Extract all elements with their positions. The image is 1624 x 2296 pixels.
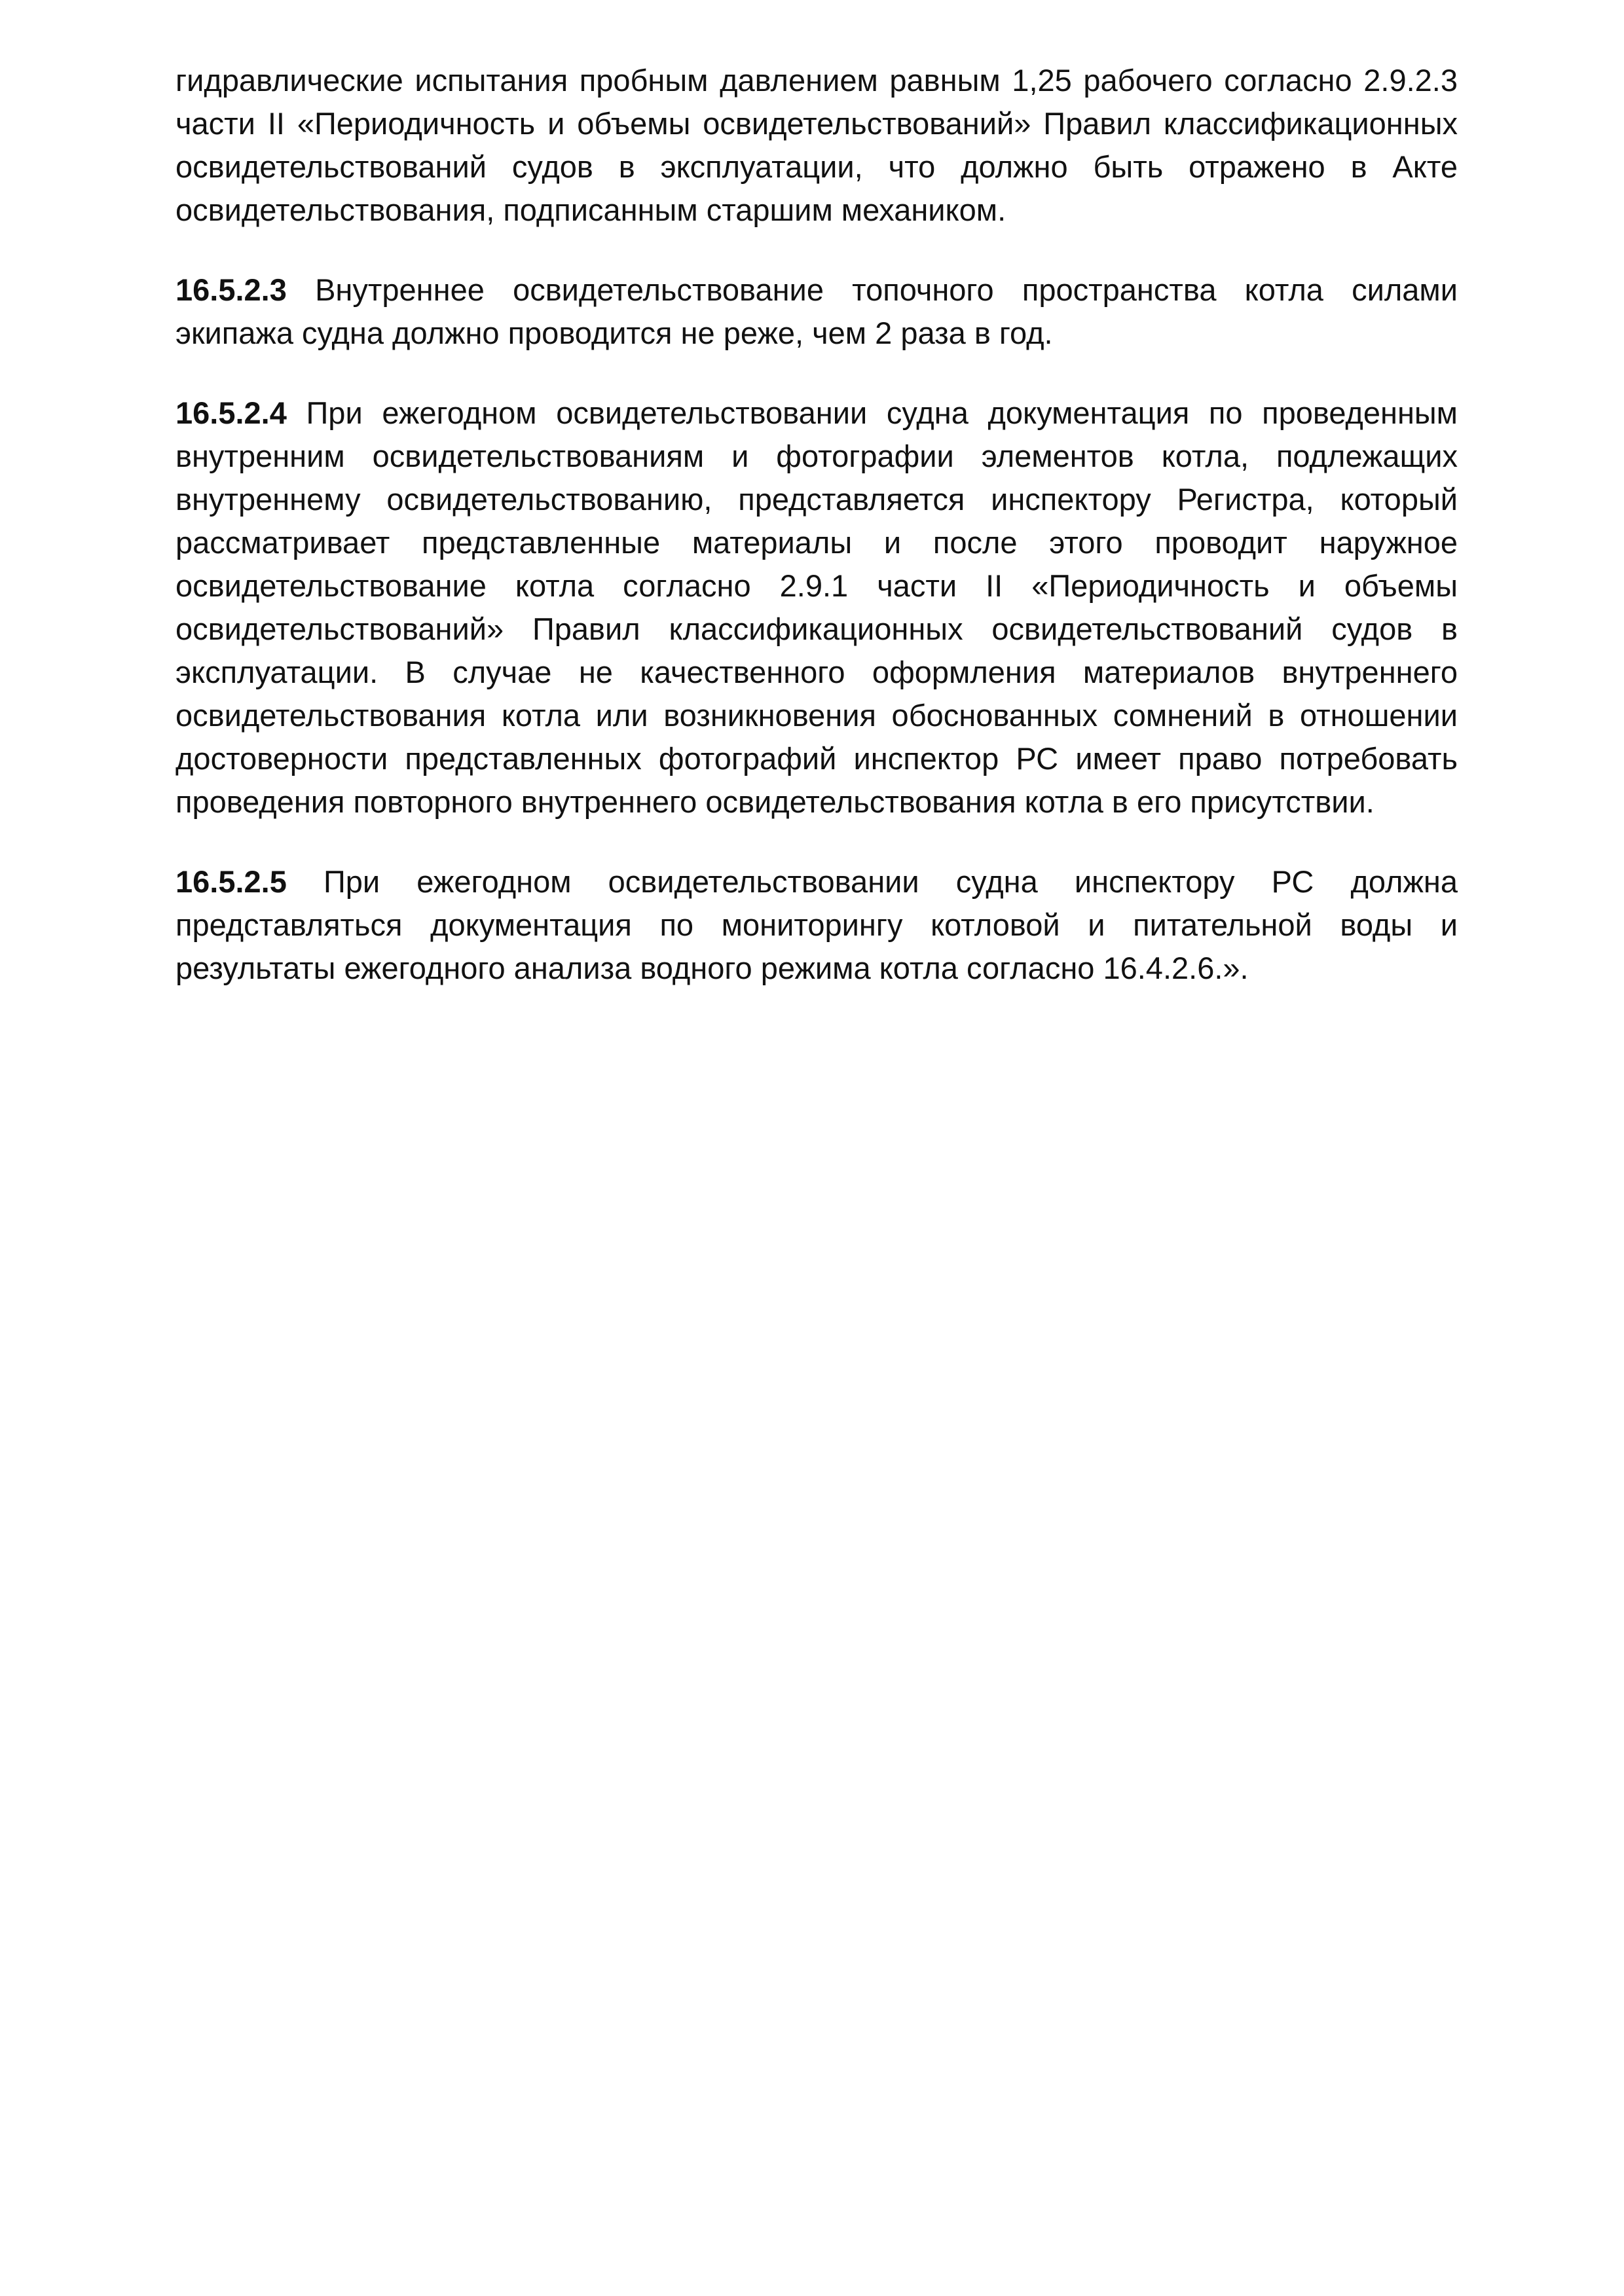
paragraph-text: При ежегодном освидетельствовании судна документация по проведенным внутренним освидетельствованиям и фотографии элементов котла, подлежащих внутреннему освидетельствованию, представляется инспектору Регистра, который рассматривает представленные материалы и после этого проводит наружное освидетельствование котла согласно 2.9.1 части II «Периодичность и объемы освидетельствований» Правил классификационных освидетельствований судов в эксплуатации. В случае не качественного оформления материалов внутреннего освидетельствования котла или возникновения обоснованных сомнений в отношении достоверности представленных фотографий инспектор РС имеет право потребовать проведения повторного внутреннего освидетельствования котла в его присутствии. (175, 395, 1458, 819)
paragraph-text: гидравлические испытания пробным давлением равным 1,25 рабочего согласно 2.9.2.3 части II «Периодичность и объемы освидетельствований» Правил классификационных освидетельствований судов в эксплуатации, что должно быть отражено в Акте освидетельствования, подписанным старшим механиком. (175, 63, 1458, 227)
paragraph-16-5-2-4 (175, 392, 1458, 824)
paragraph-continuation (175, 59, 1458, 232)
paragraph-number: 16.5.2.5 (175, 864, 287, 899)
paragraph-16-5-2-5 (175, 860, 1458, 990)
paragraph-number: 16.5.2.4 (175, 395, 287, 430)
document-body (175, 59, 1458, 1027)
paragraph-16-5-2-3 (175, 268, 1458, 355)
paragraph-text: При ежегодном освидетельствовании судна инспектору РС должна представляться документация по мониторингу котловой и питательной воды и результаты ежегодного анализа водного режима котла согласно 16.4.2.6.». (175, 864, 1458, 985)
paragraph-number: 16.5.2.3 (175, 272, 287, 307)
paragraph-text: Внутреннее освидетельствование топочного пространства котла силами экипажа судна должно проводится не реже, чем 2 раза в год. (175, 272, 1458, 350)
